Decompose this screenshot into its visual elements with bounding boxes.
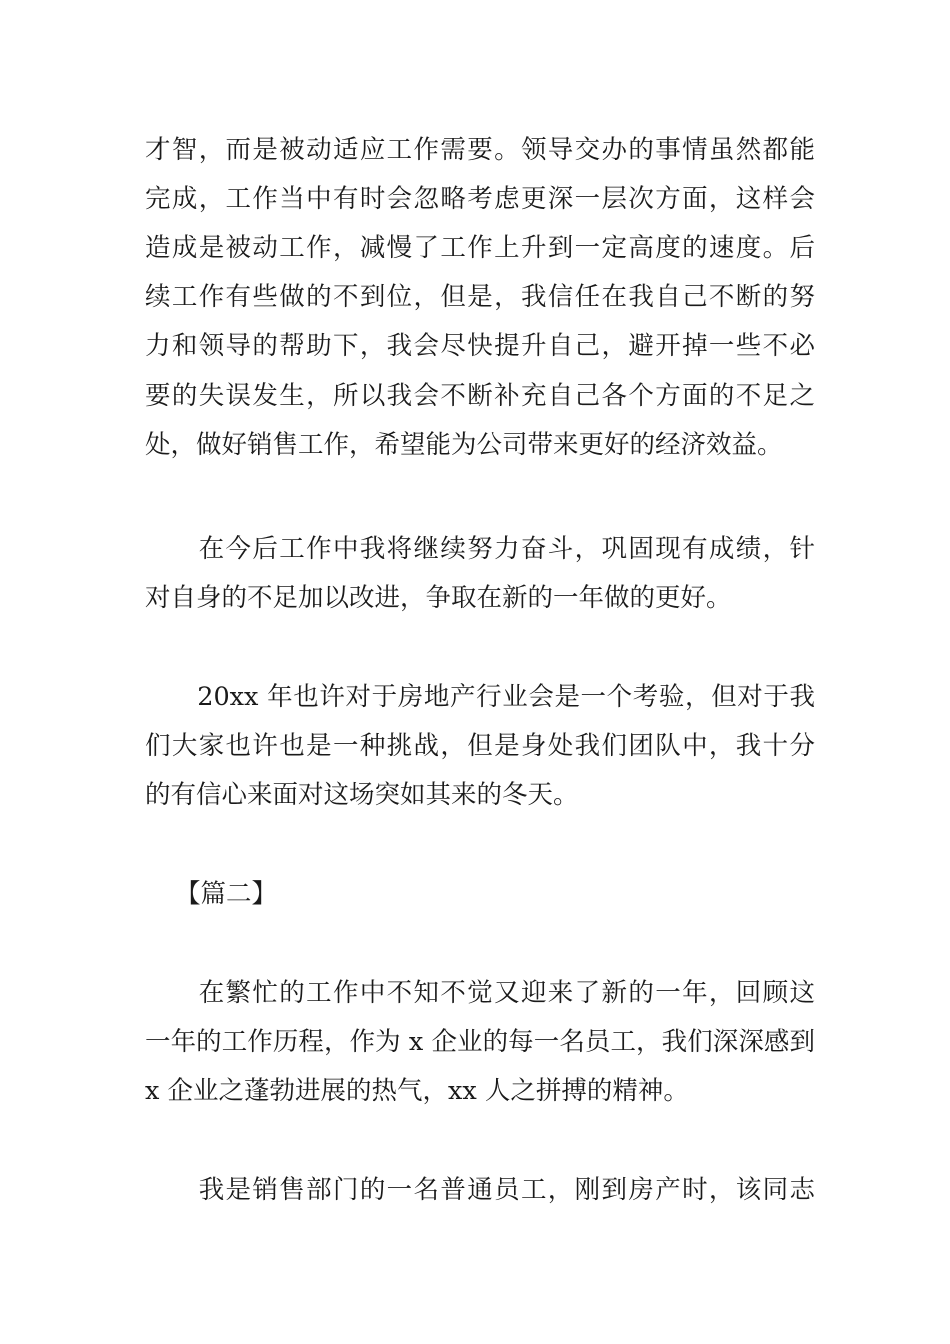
- paragraph-2-line-1: 在今后工作中我将继续努力奋斗，巩固现有成绩，针: [145, 534, 815, 564]
- paragraph-2-line-2: 对自身的不足加以改进，争取在新的一年做的更好。: [145, 583, 732, 613]
- section-heading: 【篇二】: [175, 879, 278, 909]
- paragraph-1-line-6: 要的失误发生，所以我会不断补充自己各个方面的不足之: [145, 381, 815, 411]
- paragraph-3-line-3: 的有信心来面对这场突如其来的冬天。: [145, 780, 579, 810]
- paragraph-1-line-7: 处，做好销售工作，希望能为公司带来更好的经济效益。: [145, 430, 783, 460]
- paragraph-4-line-1: 在繁忙的工作中不知不觉又迎来了新的一年，回顾这: [145, 978, 815, 1008]
- paragraph-1-line-3: 造成是被动工作，减慢了工作上升到一定高度的速度。后: [145, 233, 815, 263]
- paragraph-1-line-2: 完成，工作当中有时会忽略考虑更深一层次方面，这样会: [145, 184, 815, 214]
- paragraph-1-line-4: 续工作有些做的不到位，但是，我信任在我自己不断的努: [145, 282, 815, 312]
- paragraph-5-line-1: 我是销售部门的一名普通员工，刚到房产时，该同志: [145, 1175, 815, 1205]
- paragraph-1-line-5: 力和领导的帮助下，我会尽快提升自己，避开掉一些不必: [145, 331, 815, 361]
- paragraph-4-line-2: 一年的工作历程，作为 x 企业的每一名员工，我们深深感到: [145, 1027, 815, 1057]
- paragraph-1-line-1: 才智，而是被动适应工作需要。领导交办的事情虽然都能: [145, 135, 815, 165]
- paragraph-4-line-3: x 企业之蓬勃进展的热气，xx 人之拼搏的精神。: [145, 1076, 689, 1106]
- paragraph-3-line-2: 们大家也许也是一种挑战，但是身处我们团队中，我十分: [145, 731, 815, 761]
- paragraph-3-line-1: 20xx 年也许对于房地产行业会是一个考验，但对于我: [145, 682, 815, 712]
